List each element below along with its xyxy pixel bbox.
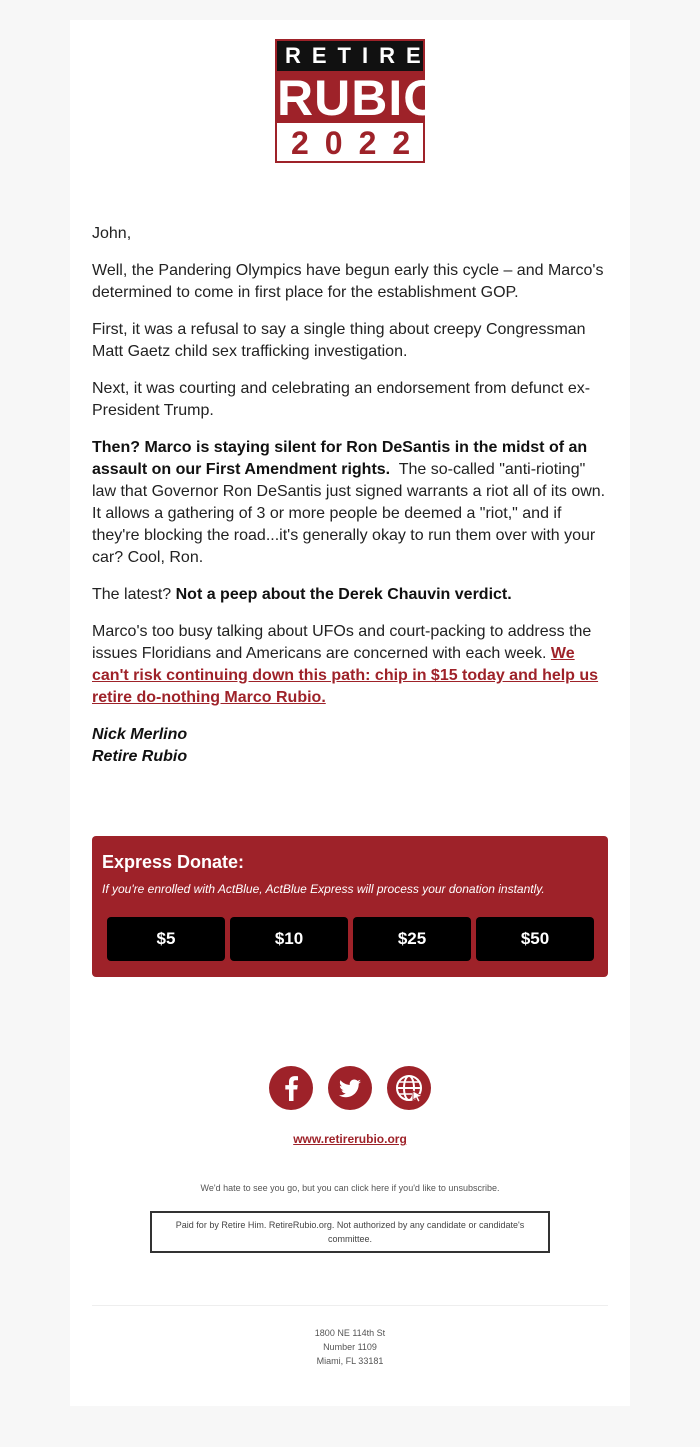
- donate-5-button[interactable]: $5: [107, 917, 225, 961]
- paragraph-5-bold: Not a peep about the Derek Chauvin verdict.: [175, 586, 512, 603]
- paragraph-1: Well, the Pandering Olympics have begun early this cycle – and Marco's determined to come in first place for the establishment GOP.: [92, 262, 604, 301]
- donate-cta-link[interactable]: We can't risk continuing down this path: chip in $15 today and help us retire do-nothing Marco Rubio.: [92, 645, 599, 706]
- retire-rubio-logo: [275, 39, 444, 163]
- social-links: [269, 1066, 431, 1112]
- twitter-icon[interactable]: [328, 1066, 372, 1110]
- paragraph-6: [92, 621, 608, 709]
- paragraph-2: First, it was a refusal to say a single thing about creepy Congressman Matt Gaetz child sex trafficking investigation.: [92, 321, 586, 360]
- paragraph-4-bold: Then? Marco is staying silent for Ron DeSantis in the midst of an assault on our First Amendment rights.: [92, 439, 588, 478]
- website-link[interactable]: www.retirerubio.org: [293, 1132, 407, 1146]
- express-donate-subtitle: If you're enrolled with ActBlue, ActBlue Express will process your donation instantly.: [102, 882, 545, 896]
- paragraph-5: [92, 584, 608, 606]
- logo-line-retire: RETIRE: [277, 41, 423, 71]
- signature-org: Retire Rubio: [92, 748, 188, 765]
- express-donate-box: [92, 836, 608, 977]
- paid-for-disclaimer: Paid for by Retire Him. RetireRubio.org. Not authorized by any candidate or candidate's committee.: [150, 1211, 550, 1253]
- paragraph-5-lead: The latest?: [92, 586, 172, 603]
- donate-10-button[interactable]: $10: [230, 917, 348, 961]
- paragraph-6-text: Marco's too busy talking about UFOs and court-packing to address the issues Floridians and Americans are concerned with each week.: [92, 623, 592, 662]
- globe-icon[interactable]: [387, 1066, 431, 1110]
- address-line-3: Miami, FL 33181: [316, 1356, 384, 1366]
- email-body: [92, 223, 608, 768]
- paragraph-3: Next, it was courting and celebrating an endorsement from defunct ex-President Trump.: [92, 380, 591, 419]
- donate-50-button[interactable]: $50: [476, 917, 594, 961]
- unsubscribe-text[interactable]: We'd hate to see you go, but you can click here if you'd like to unsubscribe.: [200, 1183, 500, 1193]
- address-line-2: Number 1109: [323, 1342, 377, 1352]
- email-card: [70, 20, 630, 1406]
- logo-line-rubio: RUBIO: [277, 70, 444, 126]
- greeting: John,: [92, 225, 132, 242]
- signature-name: Nick Merlino: [92, 726, 188, 743]
- footer-divider: [92, 1305, 608, 1306]
- donate-amounts: [107, 917, 594, 961]
- address-line-1: 1800 NE 114th St: [314, 1328, 386, 1338]
- paragraph-4: [92, 437, 608, 569]
- logo-line-year: 2022: [291, 125, 427, 161]
- mailing-address: [70, 1326, 630, 1368]
- facebook-icon[interactable]: [269, 1066, 313, 1110]
- express-donate-title: Express Donate:: [102, 852, 245, 872]
- signature: [92, 724, 608, 768]
- donate-25-button[interactable]: $25: [353, 917, 471, 961]
- paragraph-4-text: The so-called "anti-rioting" law that Governor Ron DeSantis just signed warrants a riot all of its own. It allows a gathering of 3 or more people be deemed a "riot," and if they're blocking the road...it's generally okay to run them over with your car? Cool, Ron.: [92, 461, 606, 566]
